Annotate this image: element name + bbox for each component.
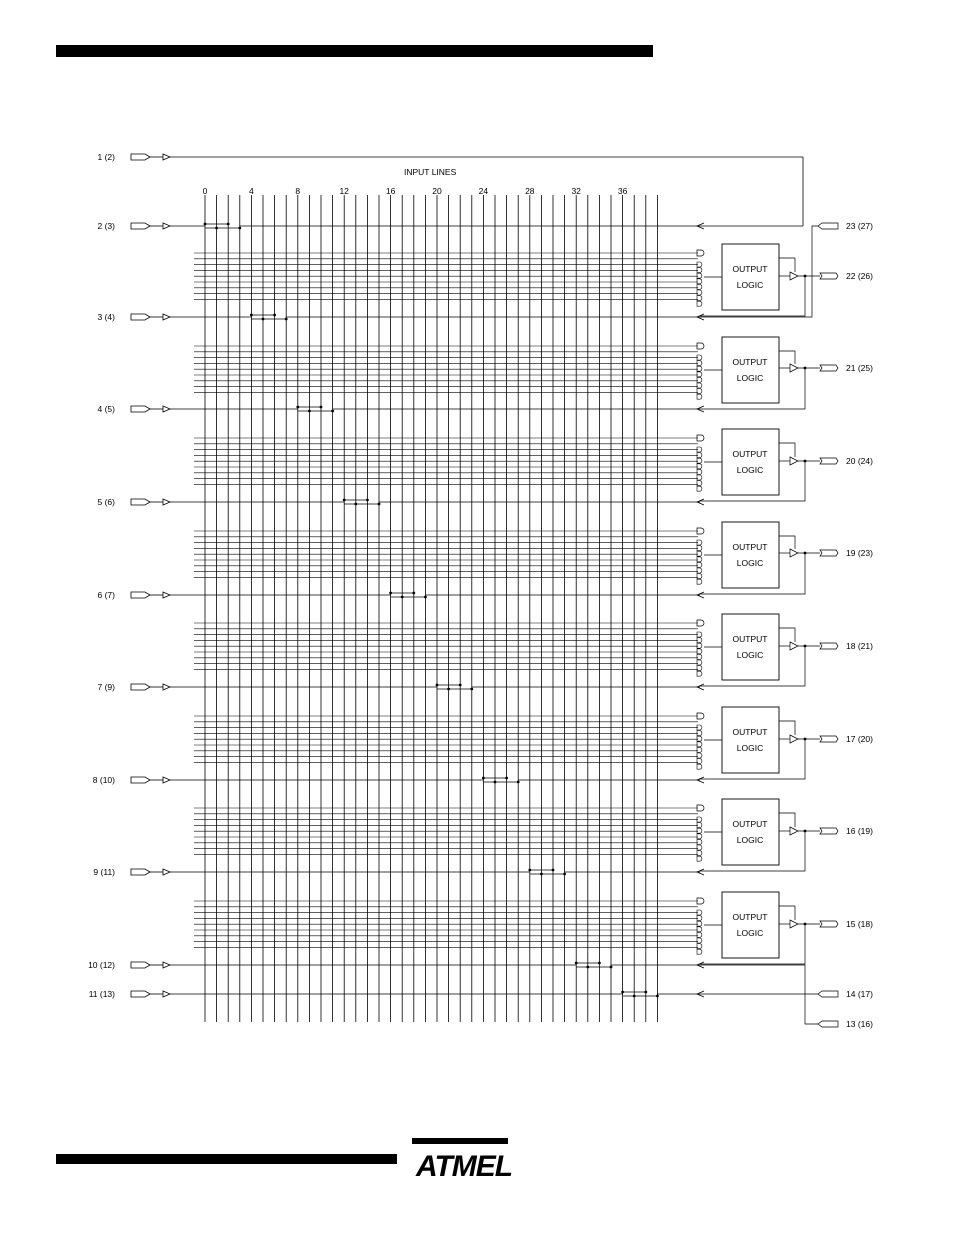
node-1-1	[215, 227, 218, 230]
oe-gate-7	[697, 898, 704, 904]
node-5-3	[424, 596, 427, 599]
and-gate-5-4	[697, 747, 702, 752]
output-buffer-7	[790, 920, 798, 928]
input-pin-1-pad	[131, 154, 150, 160]
input-pin-3-buffer	[163, 314, 170, 320]
and-gate-4-1	[697, 638, 702, 643]
and-gate-0-3	[697, 279, 702, 284]
output-logic-box-6	[722, 799, 779, 865]
output-pad-6	[820, 828, 838, 834]
and-gate-2-7	[697, 486, 702, 491]
and-gate-1-5	[697, 383, 702, 388]
node-10-0	[621, 991, 624, 994]
node-8-1	[540, 873, 543, 876]
and-gate-5-7	[697, 764, 702, 769]
and-gate-3-5	[697, 568, 702, 573]
output-pad-0	[820, 273, 838, 279]
output-logic-line1-6: OUTPUT	[732, 819, 768, 829]
output-pin-5-label: 18 (21)	[846, 641, 873, 651]
column-number-20: 20	[432, 186, 442, 196]
and-gate-7-2	[697, 921, 702, 926]
input-pin-6-label: 6 (7)	[97, 590, 115, 600]
output-logic-line1-1: OUTPUT	[732, 357, 768, 367]
node-8-3	[563, 873, 566, 876]
output-logic-line2-4: LOGIC	[736, 650, 764, 660]
input-pin-8-label: 8 (10)	[92, 775, 115, 785]
node-4-1	[354, 503, 357, 506]
output-logic-line1-2: OUTPUT	[732, 449, 768, 459]
column-number-0: 0	[202, 186, 208, 196]
node-9-0	[575, 962, 578, 965]
input-pin-8-buffer	[163, 777, 170, 783]
input-lines-label: INPUT LINES	[404, 167, 457, 177]
input-pin-2-label: 2 (3)	[97, 221, 115, 231]
and-gate-2-3	[697, 464, 702, 469]
and-gate-7-1	[697, 916, 702, 921]
input-pin-5-label: 5 (6)	[97, 497, 115, 507]
and-gate-0-5	[697, 290, 702, 295]
node-1-2	[227, 223, 230, 226]
output-pin-8-label: 15 (18)	[846, 919, 873, 929]
column-number-4: 4	[249, 186, 254, 196]
output-logic-box-0	[722, 244, 779, 310]
and-gate-5-2	[697, 736, 702, 741]
node-6-3	[470, 688, 473, 691]
and-gate-3-7	[697, 579, 702, 584]
and-gate-6-1	[697, 823, 702, 828]
and-gate-3-3	[697, 557, 702, 562]
node-8-2	[552, 869, 555, 872]
output-logic-box-3	[722, 522, 779, 588]
node-6-2	[459, 684, 462, 687]
node-3-3	[331, 410, 334, 413]
output-pad-5	[820, 736, 838, 742]
input-pin-9-buffer	[163, 869, 170, 875]
node-8-0	[528, 869, 531, 872]
and-gate-3-1	[697, 546, 702, 551]
oe-gate-5	[697, 713, 704, 719]
input-pin-8-pad	[131, 777, 150, 783]
node-2-0	[250, 314, 253, 317]
output-logic-line2-7: LOGIC	[736, 928, 764, 938]
input-only-pad-9	[818, 991, 838, 997]
and-gate-1-3	[697, 372, 702, 377]
input-pin-9-label: 9 (11)	[93, 867, 115, 877]
and-gate-3-4	[697, 562, 702, 567]
input-pin-5-pad	[131, 499, 150, 505]
output-pin-2-label: 21 (25)	[846, 363, 873, 373]
input-only-pad-10	[818, 1021, 838, 1027]
node-4-0	[343, 499, 346, 502]
and-gate-6-5	[697, 845, 702, 850]
column-number-32: 32	[571, 186, 581, 196]
input-pin-7-pad	[131, 684, 150, 690]
and-gate-5-6	[697, 759, 702, 764]
oe-wire-7	[779, 906, 795, 920]
output-buffer-0	[790, 272, 798, 280]
and-gate-0-4	[697, 284, 702, 289]
output-logic-box-4	[722, 614, 779, 680]
output-pin-10-label: 13 (16)	[846, 1019, 873, 1029]
output-logic-line1-4: OUTPUT	[732, 634, 768, 644]
and-gate-3-2	[697, 551, 702, 556]
and-gate-0-2	[697, 273, 702, 278]
oe-gate-3	[697, 528, 704, 534]
output-logic-box-1	[722, 337, 779, 403]
node-7-2	[505, 777, 508, 780]
input-pin-1-label: 1 (2)	[97, 152, 115, 162]
and-gate-6-4	[697, 839, 702, 844]
node-10-1	[633, 995, 636, 998]
and-gate-2-2	[697, 458, 702, 463]
output-logic-line1-0: OUTPUT	[732, 264, 768, 274]
output-buffer-3	[790, 549, 798, 557]
input-only-pad-0	[818, 223, 838, 229]
and-gate-7-4	[697, 932, 702, 937]
pin14-feedback	[700, 965, 818, 994]
input-pin-1-buffer	[163, 154, 170, 160]
output-buffer-2	[790, 457, 798, 465]
input-pin-3-label: 3 (4)	[97, 312, 115, 322]
node-2-2	[273, 314, 276, 317]
output-buffer-1	[790, 364, 798, 372]
output-logic-line2-0: LOGIC	[736, 280, 764, 290]
input-pin-7-buffer	[163, 684, 170, 690]
and-gate-2-6	[697, 481, 702, 486]
output-buffer-6	[790, 827, 798, 835]
and-gate-5-5	[697, 753, 702, 758]
column-number-28: 28	[525, 186, 535, 196]
and-gate-6-7	[697, 856, 702, 861]
output-logic-line2-6: LOGIC	[736, 835, 764, 845]
output-logic-box-5	[722, 707, 779, 773]
output-buffer-4	[790, 642, 798, 650]
node-6-0	[436, 684, 439, 687]
node-2-1	[262, 318, 265, 321]
input-pin-4-pad	[131, 406, 150, 412]
output-logic-blocks	[194, 244, 779, 958]
oe-gate-4	[697, 620, 704, 626]
and-gate-5-3	[697, 742, 702, 747]
output-logic-line2-1: LOGIC	[736, 373, 764, 383]
output-logic-line2-3: LOGIC	[736, 558, 764, 568]
node-9-3	[610, 966, 613, 969]
output-logic-line1-3: OUTPUT	[732, 542, 768, 552]
node-2-3	[285, 318, 288, 321]
atmel-logo-text: ATMEL	[416, 1150, 512, 1183]
and-gate-4-4	[697, 654, 702, 659]
and-gate-5-1	[697, 731, 702, 736]
node-7-3	[517, 781, 520, 784]
oe-gate-1	[697, 343, 704, 349]
output-pin-1-label: 22 (26)	[846, 271, 873, 281]
node-4-2	[366, 499, 369, 502]
output-pin-0-label: 23 (27)	[846, 221, 873, 231]
node-9-2	[598, 962, 601, 965]
node-3-2	[320, 406, 323, 409]
and-gate-2-4	[697, 469, 702, 474]
node-7-0	[482, 777, 485, 780]
input-pin-10-pad	[131, 962, 150, 968]
oe-gate-0	[697, 250, 704, 256]
and-gate-6-2	[697, 828, 702, 833]
input-pin-7-label: 7 (9)	[97, 682, 115, 692]
input-pin-6-pad	[131, 592, 150, 598]
output-pad-1	[820, 365, 838, 371]
node-1-0	[204, 223, 207, 226]
node-4-3	[378, 503, 381, 506]
output-logic-line1-7: OUTPUT	[732, 912, 768, 922]
node-5-1	[401, 596, 404, 599]
oe-wire-5	[779, 721, 795, 735]
output-pad-4	[820, 643, 838, 649]
and-gate-0-7	[697, 301, 702, 306]
and-gate-6-6	[697, 851, 702, 856]
column-number-24: 24	[478, 186, 489, 196]
input-pin-3-pad	[131, 314, 150, 320]
node-5-2	[412, 592, 415, 595]
output-pad-3	[820, 550, 838, 556]
and-gate-3-6	[697, 574, 702, 579]
oe-wire-2	[779, 443, 795, 457]
and-gate-6-3	[697, 834, 702, 839]
node-3-1	[308, 410, 311, 413]
pin13-feedback	[700, 994, 818, 1024]
oe-gate-2	[697, 435, 704, 441]
input-pin-2-pad	[131, 223, 150, 229]
column-number-36: 36	[617, 186, 628, 196]
oe-wire-0	[779, 258, 795, 272]
input-pin-11-pad	[131, 991, 150, 997]
input-pin-6-buffer	[163, 592, 170, 598]
node-3-0	[296, 406, 299, 409]
and-gate-7-7	[697, 949, 702, 954]
output-pin-7-label: 16 (19)	[846, 826, 873, 836]
input-pin-10-buffer	[163, 962, 170, 968]
and-gate-2-5	[697, 475, 702, 480]
input-pin-5-buffer	[163, 499, 170, 505]
and-gate-4-3	[697, 649, 702, 654]
and-gate-4-6	[697, 666, 702, 671]
and-gate-0-6	[697, 296, 702, 301]
node-9-1	[586, 966, 589, 969]
output-logic-box-7	[722, 892, 779, 958]
output-pad-2	[820, 458, 838, 464]
output-buffer-5	[790, 735, 798, 743]
oe-wire-3	[779, 536, 795, 549]
column-number-8: 8	[295, 186, 301, 196]
input-pin-11-label: 11 (13)	[88, 989, 115, 999]
output-logic-line2-5: LOGIC	[736, 743, 764, 753]
oe-wire-4	[779, 628, 795, 642]
atmel-logo	[404, 1136, 512, 1184]
output-pin-6-label: 17 (20)	[846, 734, 873, 744]
input-pin-9-pad	[131, 869, 150, 875]
output-pad-7	[820, 921, 838, 927]
and-gate-1-2	[697, 366, 702, 371]
output-pin-4-label: 19 (23)	[846, 548, 873, 558]
and-gate-1-6	[697, 389, 702, 394]
and-gate-4-5	[697, 660, 702, 665]
node-1-3	[238, 227, 241, 230]
output-pin-3-label: 20 (24)	[846, 456, 873, 466]
oe-wire-6	[779, 813, 795, 827]
output-logic-line2-2: LOGIC	[736, 465, 764, 475]
column-number-16: 16	[385, 186, 396, 196]
oe-gate-6	[697, 805, 704, 811]
node-6-1	[447, 688, 450, 691]
and-gate-4-7	[697, 671, 702, 676]
column-number-12: 12	[339, 186, 349, 196]
input-pin-4-buffer	[163, 406, 170, 412]
input-pin-2-buffer	[163, 223, 170, 229]
input-pin-11-buffer	[163, 991, 170, 997]
input-pin-4-label: 4 (5)	[97, 404, 115, 414]
node-5-0	[389, 592, 392, 595]
and-gate-7-3	[697, 927, 702, 932]
input-pin-10-label: 10 (12)	[88, 960, 115, 970]
output-wiring	[700, 223, 838, 1027]
node-10-2	[644, 991, 647, 994]
node-10-3	[656, 995, 659, 998]
and-gate-1-7	[697, 394, 702, 399]
output-logic-line1-5: OUTPUT	[732, 727, 768, 737]
and-gate-1-4	[697, 377, 702, 382]
and-gate-7-6	[697, 944, 702, 949]
and-gate-7-5	[697, 938, 702, 943]
node-7-1	[494, 781, 497, 784]
output-pin-9-label: 14 (17)	[846, 989, 873, 999]
output-logic-box-2	[722, 429, 779, 495]
oe-wire-1	[779, 351, 795, 364]
and-gate-4-2	[697, 643, 702, 648]
